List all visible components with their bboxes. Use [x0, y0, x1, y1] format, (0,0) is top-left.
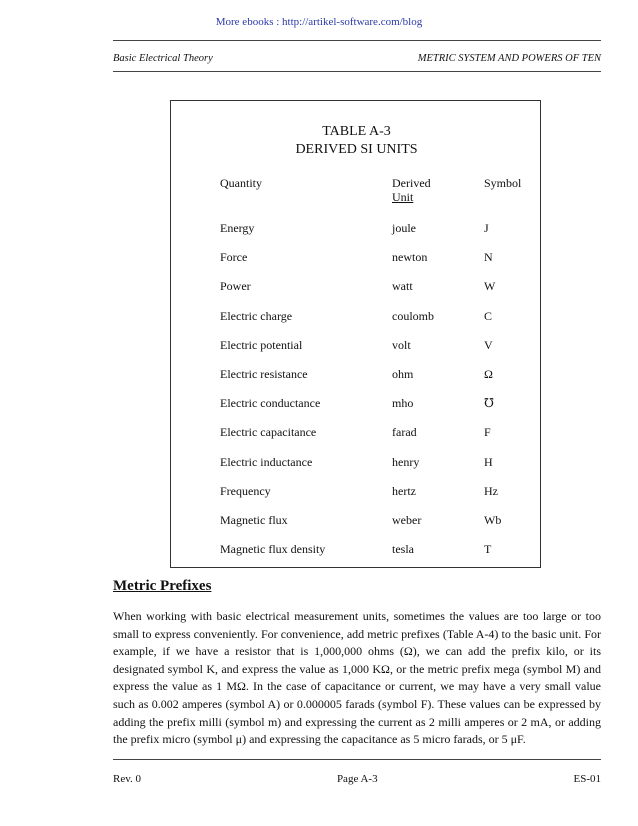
header-right: METRIC SYSTEM AND POWERS OF TEN — [417, 53, 601, 64]
table-cell-quantity: Frequency — [220, 483, 271, 498]
column-header-symbol: Symbol — [484, 176, 522, 190]
table-cell-unit: mho — [392, 396, 414, 411]
table-cell-unit: watt — [392, 279, 413, 294]
header-rule — [113, 71, 601, 72]
table-cell-quantity: Power — [220, 279, 251, 294]
table-cell-quantity: Electric potential — [220, 337, 303, 352]
table-cell-symbol: V — [484, 337, 493, 352]
page-header — [113, 53, 601, 64]
table-cell-quantity: Electric conductance — [220, 396, 321, 411]
section-heading: Metric Prefixes — [113, 578, 212, 594]
table-cell-quantity: Electric resistance — [220, 367, 308, 381]
table-cell-quantity: Electric inductance — [220, 454, 313, 469]
table-cell-unit: ohm — [392, 367, 414, 381]
footer-revision: Rev. 0 — [113, 773, 142, 785]
table-cell-unit: coulomb — [392, 308, 434, 323]
table-cell-quantity: Energy — [220, 221, 255, 235]
page-footer — [113, 773, 601, 785]
table-cell-symbol: C — [484, 308, 493, 323]
table-cell-unit: newton — [392, 250, 428, 265]
header-left: Basic Electrical Theory — [113, 53, 213, 64]
table-cell-quantity: Magnetic flux density — [220, 542, 326, 557]
column-header-derived: Derived — [392, 176, 431, 190]
table-cell-symbol: Ω — [484, 367, 493, 381]
table-cell-symbol: W — [484, 279, 496, 294]
column-header-quantity: Quantity — [220, 176, 262, 190]
table-cell-quantity: Force — [220, 250, 248, 265]
table-cell-symbol: ℧ — [484, 396, 494, 411]
table-cell-symbol: H — [484, 454, 493, 469]
table-cell-quantity: Magnetic flux — [220, 513, 288, 527]
table-cell-unit: farad — [392, 425, 417, 440]
table-cell-unit: tesla — [392, 542, 414, 557]
table-cell-unit: volt — [392, 337, 411, 352]
table-cell-symbol: Wb — [484, 513, 502, 527]
table-subtitle: DERIVED SI UNITS — [295, 142, 418, 157]
ebook-link-note[interactable]: More ebooks : http://artikel-software.com/blog — [215, 16, 423, 28]
table-title: TABLE A-3 — [322, 124, 391, 139]
table-cell-unit: joule — [392, 221, 416, 235]
table-cell-unit: hertz — [392, 483, 416, 498]
column-header-unit: Unit — [392, 190, 414, 204]
footer-doc-id: ES-01 — [573, 773, 601, 785]
section-paragraph: When working with basic electrical measurement units, sometimes the values are too large or too small to express conveniently. For convenience, add metric prefixes (Table A-4) to the basic unit. For example, if we have a resistor that is 1,000,000 ohms (Ω), we can add the prefix kilo, or its designated symbol K, and express the value as 1,000 KΩ, or the metric prefix mega (symbol M) and express the value as 1 MΩ. In the case of capacitance or current, we may have a very small value such as 0.002 amperes (symbol A) or 0.000005 farads (symbol F). These values can be expressed by adding the prefix milli (symbol m) and expressing the current as 2 milli amperes or 2 mA, or adding the prefix micro (symbol μ) and expressing the capacitance as 5 micro farads, or 5 μF. — [113, 609, 601, 747]
table-cell-symbol: T — [484, 542, 492, 557]
table-cell-quantity: Electric charge — [220, 308, 293, 323]
table-cell-symbol: N — [484, 250, 493, 265]
derived-si-units-table — [170, 100, 541, 568]
table-cell-quantity: Electric capacitance — [220, 425, 317, 440]
top-rule — [113, 40, 601, 41]
footer-rule — [113, 759, 601, 760]
column-header-derived-unit — [392, 176, 431, 204]
table-cell-symbol: Hz — [484, 483, 498, 498]
table-cell-unit: henry — [392, 454, 420, 469]
table-cell-symbol: F — [484, 425, 491, 440]
table-cell-symbol: J — [484, 221, 489, 235]
footer-page-number: Page A-3 — [336, 773, 378, 785]
table-cell-unit: weber — [392, 513, 422, 527]
